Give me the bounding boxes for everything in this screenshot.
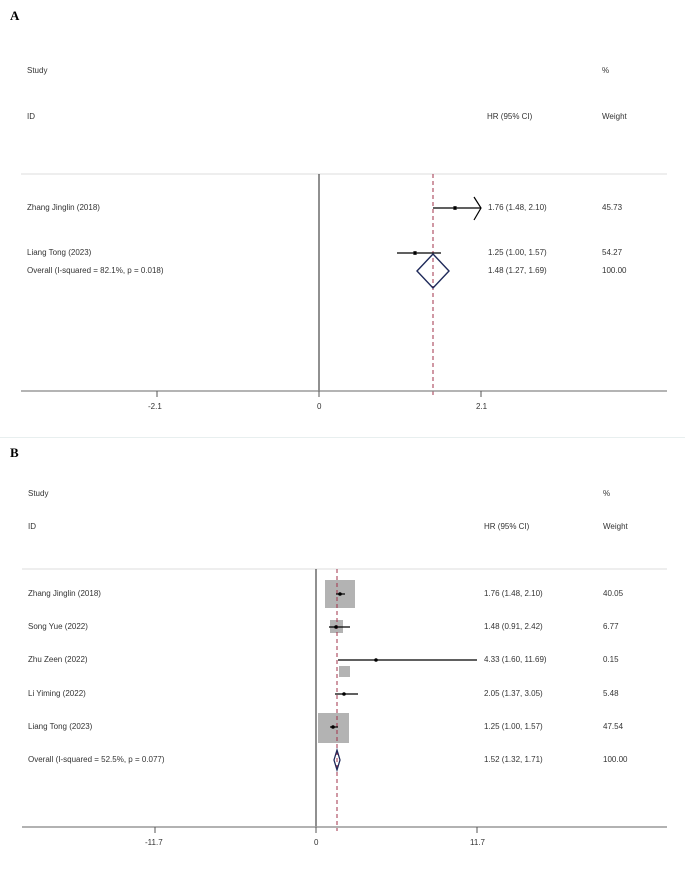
header-weight: Weight [602,112,627,121]
header-percent: % [603,489,611,498]
study-label: Li Yiming (2022) [28,689,86,698]
hr-value: 1.76 (1.48, 2.10) [488,203,547,212]
x-tick-label: 0 [314,838,319,847]
forest-plot-panel-b [0,438,685,874]
study-label: Song Yue (2022) [28,622,88,631]
study-label: Zhu Zeen (2022) [28,655,88,664]
overall-hr-value: 1.48 (1.27, 1.69) [488,266,547,275]
header-percent: % [602,66,610,75]
x-tick-label: 11.7 [470,838,485,847]
header-study: Study [27,66,48,75]
weight-value: 45.73 [602,203,623,212]
overall-weight-value: 100.00 [603,755,628,764]
study-label: Liang Tong (2023) [28,722,93,731]
hr-value: 2.05 (1.37, 3.05) [484,689,543,698]
overall-label: Overall (I-squared = 82.1%, p = 0.018) [27,266,164,275]
x-tick-label: 0 [317,402,322,411]
header-id: ID [27,112,35,121]
x-tick-label: -11.7 [145,838,163,847]
hr-value: 1.25 (1.00, 1.57) [488,248,547,257]
panel-letter: B [10,445,19,460]
overall-label: Overall (I-squared = 52.5%, p = 0.077) [28,755,165,764]
study-label: Zhang Jinglin (2018) [28,589,101,598]
hr-value: 1.48 (0.91, 2.42) [484,622,543,631]
header-study: Study [28,489,49,498]
header-id: ID [28,522,36,531]
x-tick-label: 2.1 [476,402,488,411]
study-label: Zhang Jinglin (2018) [27,203,100,212]
header-hr: HR (95% CI) [487,112,533,121]
hr-value: 1.76 (1.48, 2.10) [484,589,543,598]
weight-value: 0.15 [603,655,619,664]
forest-plot-b-graphics [0,438,685,874]
x-tick-label: -2.1 [148,402,162,411]
weight-value: 6.77 [603,622,619,631]
panel-letter: A [10,8,20,23]
header-weight: Weight [603,522,628,531]
hr-value: 1.25 (1.00, 1.57) [484,722,543,731]
header-hr: HR (95% CI) [484,522,530,531]
overall-weight-value: 100.00 [602,266,627,275]
weight-value: 40.05 [603,589,624,598]
overall-hr-value: 1.52 (1.32, 1.71) [484,755,543,764]
weight-value: 5.48 [603,689,619,698]
weight-value: 54.27 [602,248,623,257]
weight-value: 47.54 [603,722,624,731]
hr-value: 4.33 (1.60, 11.69) [484,655,547,664]
study-label: Liang Tong (2023) [27,248,92,257]
